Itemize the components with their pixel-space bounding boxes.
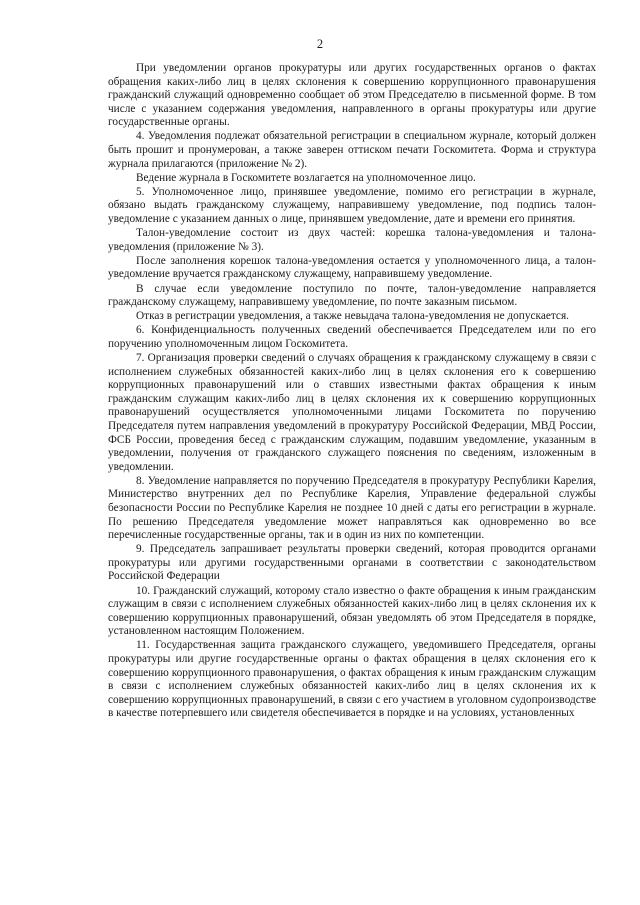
paragraph-item-8: 8. Уведомление направляется по поручению Председателя в прокуратуру Республики Карелия, Министерство внутренних дел по Республике Карелия, Управление федеральной службы безопасности России по Республике Карелия не позднее 10 дней с даты его регистрации в журнале. По решению Председателя уведомление может направляться как одновременно во все перечисленные государственные органы, так и в один из них по компетенции. <box>108 474 596 542</box>
paragraph-item-7: 7. Организация проверки сведений о случаях обращения к гражданскому служащему в связи с исполнением служебных обязанностей каких-либо лиц в целях склонения его к совершению коррупционных правонарушений или о ставших известными фактах обращения к иным гражданским служащим каких-либо лиц в целях склонения их к совершению коррупционных правонарушений осуществляется уполномоченными лицами Госкомитета по поручению Председателя путем направления уведомлений в прокуратуру Российской Федерации, МВД России, ФСБ России, проведения бесед с гражданским служащим, подавшим уведомление, указанным в уведомлении, получения от гражданского служащего пояснения по сведениям, изложенным в уведомлении. <box>108 351 596 473</box>
document-body <box>108 62 596 722</box>
paragraph-item-10: 10. Гражданский служащий, которому стало известно о факте обращения к иным гражданским служащим в связи с исполнением служебных обязанностей каких-либо лиц в целях склонения их к совершению коррупционных правонарушений, обязан уведомлять об этом Председателя в порядке, установленном настоящим Положением. <box>108 584 596 638</box>
paragraph-item-4: 4. Уведомления подлежат обязательной регистрации в специальном журнале, который должен быть прошит и пронумерован, а также заверен оттиском печати Госкомитета. Форма и структура журнала прилагаются (приложение № 2). <box>108 130 596 170</box>
page-number: 2 <box>316 37 324 51</box>
paragraph-item-9: 9. Председатель запрашивает результаты проверки сведений, которая проводится органами прокуратуры или другими государственными органами в соответствии с законодательством Российской Федерации <box>108 543 596 583</box>
paragraph-mail-notification: В случае если уведомление поступило по почте, талон-уведомление направляется гражданскому служащему, направившему уведомление, по почте заказным письмом. <box>108 282 596 309</box>
paragraph-coupon-stub: После заполнения корешок талона-уведомления остается у уполномоченного лица, а талон-уведомление вручается гражданскому служащему, направившему уведомление. <box>108 254 596 281</box>
paragraph-coupon-parts: Талон-уведомление состоит из двух частей: корешка талона-уведомления и талона-уведомления (приложение № 3). <box>108 227 596 253</box>
paragraph-item-5: 5. Уполномоченное лицо, принявшее уведомление, помимо его регистрации в журнале, обязано выдать гражданскому служащему, направившему уведомление, под подпись талон-уведомление с указанием данных о лице, принявшем уведомление, дате и времени его принятия. <box>108 185 596 226</box>
paragraph-notification-prosecutor: При уведомлении органов прокуратуры или других государственных органов о фактах обращения каких-либо лиц в целях склонения к совершению коррупционного правонарушения гражданский служащий одновременно сообщает об этом Председателю в письменной форме. В том числе с указанием содержания уведомления, направленного в органы прокуратуры или другие государственные органы. <box>108 62 596 129</box>
paragraph-item-6: 6. Конфиденциальность полученных сведений обеспечивается Председателем или по его поручению уполномоченным лицом Госкомитета. <box>108 324 596 350</box>
paragraph-journal-keeping: Ведение журнала в Госкомитете возлагается на уполномоченное лицо. <box>136 171 476 184</box>
paragraph-refusal: Отказ в регистрации уведомления, а также невыдача талона-уведомления не допускается. <box>136 310 569 323</box>
paragraph-item-11: 11. Государственная защита гражданского служащего, уведомившего Председателя, органы прокуратуры или другие государственные органы о фактах обращения в целях склонения его к совершению коррупционного правонарушения, о фактах обращения к иным гражданским служащим в связи с исполнением служебных обязанностей каких-либо лиц в целях склонения их к совершению коррупционных правонарушений, в связи с его участием в уголовном судопроизводстве в качестве потерпевшего или свидетеля обеспечивается в порядке и на условиях, установленных <box>108 639 596 720</box>
